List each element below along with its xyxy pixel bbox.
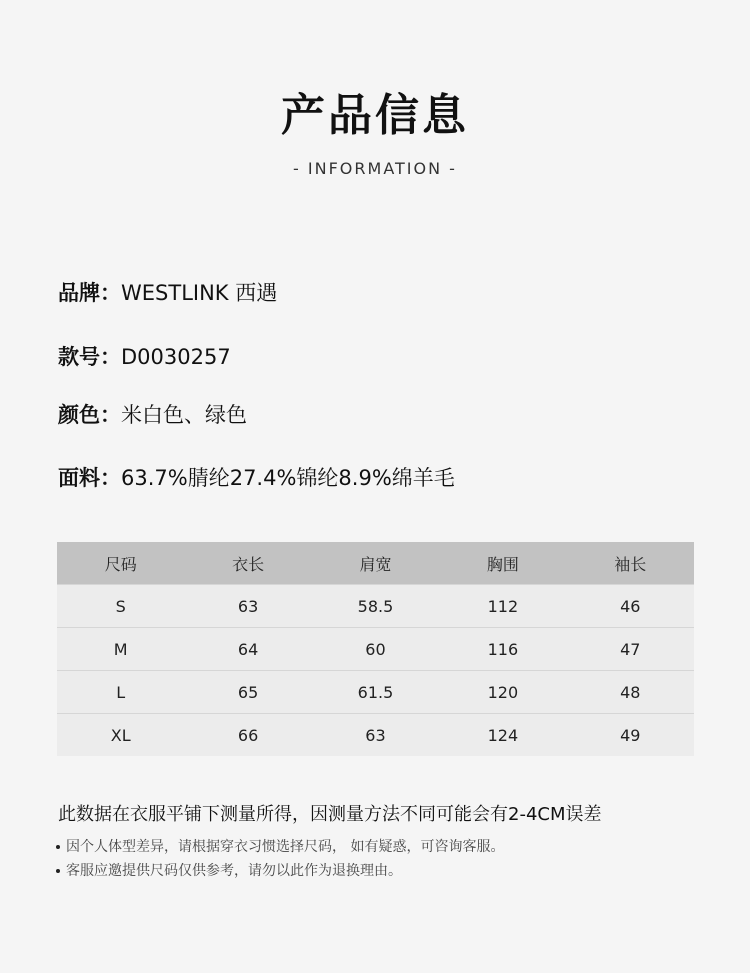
size-table-header-cell: 尺码 xyxy=(57,542,184,585)
table-cell: XL xyxy=(57,714,184,757)
size-table xyxy=(57,542,694,756)
info-label-color: 颜色： xyxy=(58,403,121,427)
table-cell: M xyxy=(57,628,184,671)
info-value-style-number: D0030257 xyxy=(121,345,231,369)
note-bullet-item xyxy=(56,837,504,857)
size-table-header-row xyxy=(57,542,694,585)
info-value-color: 米白色、绿色 xyxy=(121,403,247,427)
table-cell: S xyxy=(57,585,184,628)
size-table-header-cell: 衣长 xyxy=(184,542,311,585)
note-bullet-text: 因个人体型差异，请根据穿衣习惯选择尺码， 如有疑惑，可咨询客服。 xyxy=(66,839,505,855)
table-cell: 65 xyxy=(184,671,311,714)
table-cell: 61.5 xyxy=(312,671,439,714)
table-cell: 58.5 xyxy=(312,585,439,628)
info-label-fabric: 面料： xyxy=(58,466,121,490)
table-cell: L xyxy=(57,671,184,714)
note-bullet-item xyxy=(56,861,402,881)
table-cell: 116 xyxy=(439,628,566,671)
page-title: 产品信息 xyxy=(281,90,469,141)
bullet-dot-icon xyxy=(56,845,60,849)
info-row-style-number xyxy=(58,343,231,371)
table-cell: 48 xyxy=(567,671,694,714)
info-value-brand: WESTLINK 西遇 xyxy=(121,281,278,305)
info-row-color xyxy=(58,401,247,429)
size-table-header-cell: 肩宽 xyxy=(312,542,439,585)
size-table-header-cell: 胸围 xyxy=(439,542,566,585)
table-cell: 60 xyxy=(312,628,439,671)
table-row xyxy=(57,671,694,714)
table-cell: 46 xyxy=(567,585,694,628)
table-cell: 66 xyxy=(184,714,311,757)
info-label-style-number: 款号： xyxy=(58,345,121,369)
table-cell: 120 xyxy=(439,671,566,714)
info-label-brand: 品牌： xyxy=(58,281,121,305)
table-cell: 49 xyxy=(567,714,694,757)
table-cell: 112 xyxy=(439,585,566,628)
table-cell: 124 xyxy=(439,714,566,757)
bullet-dot-icon xyxy=(56,869,60,873)
note-bullet-text: 客服应邀提供尺码仅供参考，请勿以此作为退换理由。 xyxy=(66,863,402,879)
table-row xyxy=(57,628,694,671)
info-row-brand xyxy=(58,279,277,307)
info-row-fabric xyxy=(58,464,455,492)
table-cell: 47 xyxy=(567,628,694,671)
table-row xyxy=(57,585,694,628)
measurement-note: 此数据在衣服平铺下测量所得，因测量方法不同可能会有2-4CM误差 xyxy=(58,804,602,825)
table-cell: 63 xyxy=(312,714,439,757)
info-value-fabric: 63.7%腈纶27.4%锦纶8.9%绵羊毛 xyxy=(121,466,455,490)
page-subtitle: - INFORMATION - xyxy=(293,159,457,178)
table-cell: 64 xyxy=(184,628,311,671)
table-cell: 63 xyxy=(184,585,311,628)
size-table-header-cell: 袖长 xyxy=(567,542,694,585)
table-row xyxy=(57,714,694,757)
